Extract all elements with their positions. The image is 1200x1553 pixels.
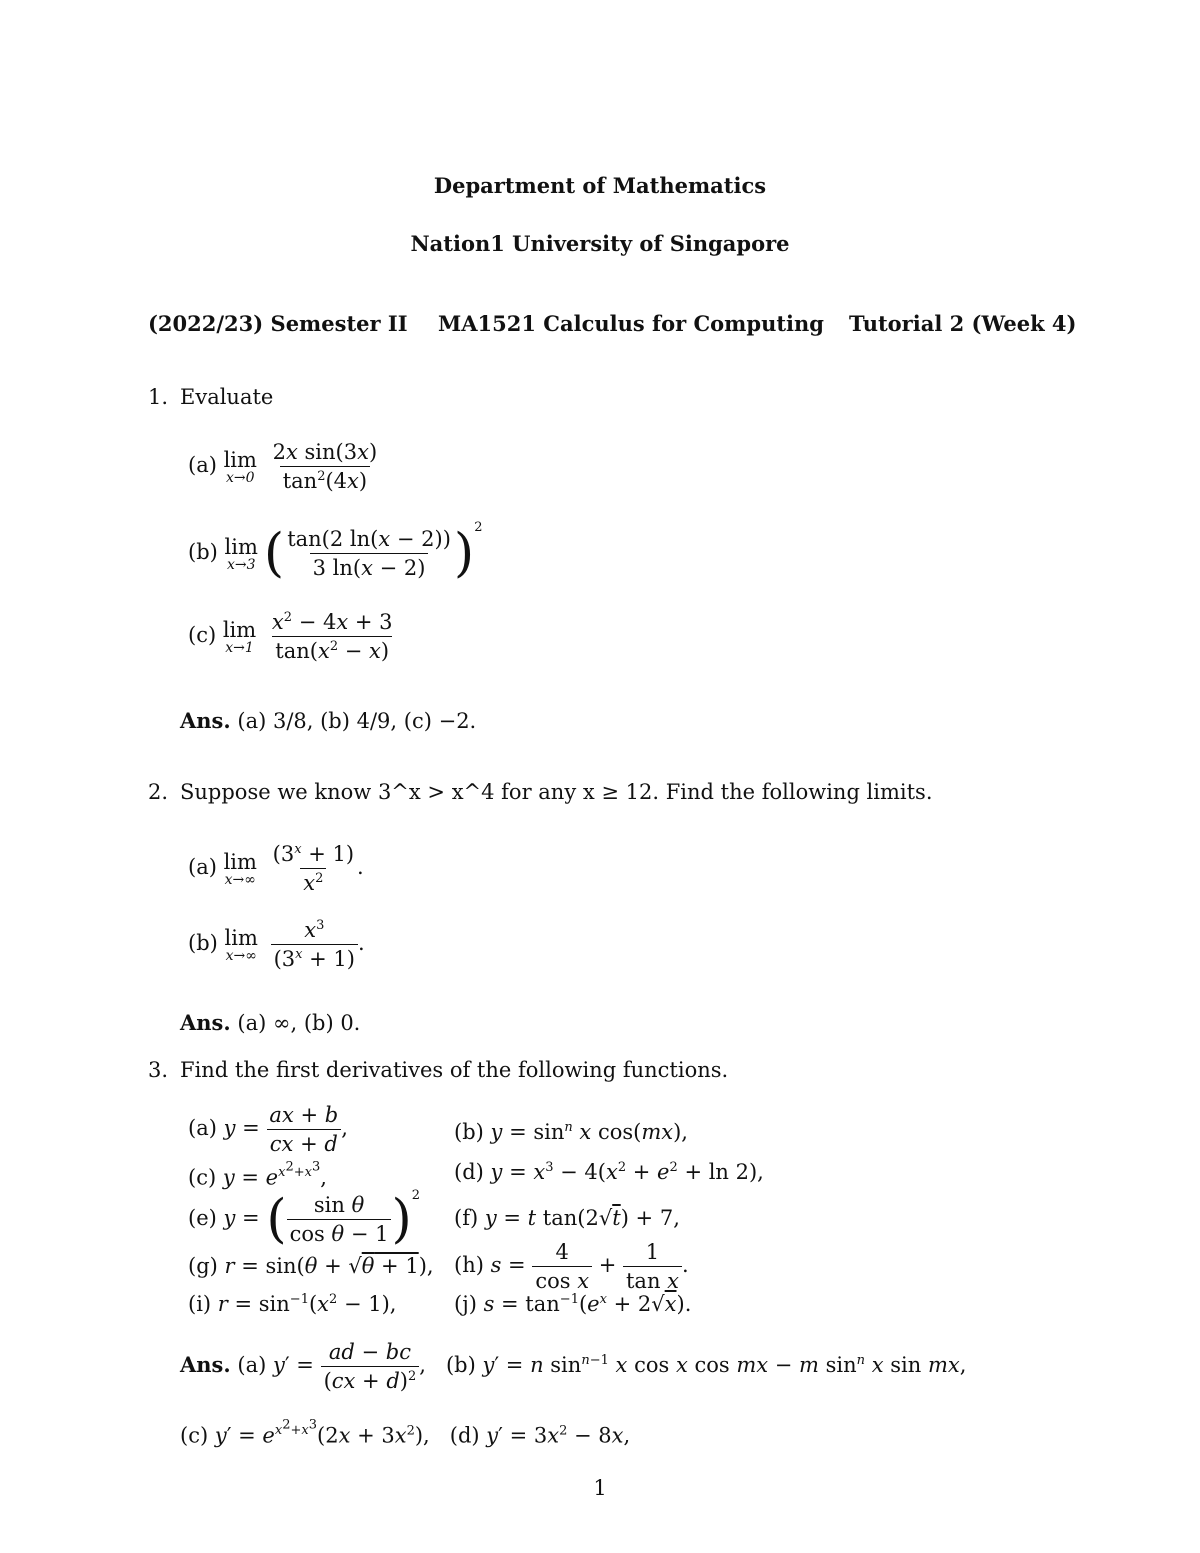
q2-prompt: Suppose we know 3^x > x^4 for any x ≥ 12. Find the following limits.	[180, 780, 933, 804]
fraction: $\frac{1}{\text{tan x}}$	[623, 1240, 682, 1293]
q3-part-e: (e) y = ( $\frac{\text{sin θ}}{\text{cos θ − 1}}$ )$^2$	[188, 1188, 421, 1250]
q2-answer-line	[180, 1010, 360, 1035]
q3-prompt: Find the first derivatives of the following functions.	[180, 1058, 729, 1082]
semester-label: (2022/23) Semester II	[148, 311, 408, 336]
limit-operator: lim x→3	[224, 534, 258, 573]
q3-part-j: (j) $s = \tan^{-1}(e^x + 2√x)$.	[454, 1292, 692, 1316]
q3-ans-label: Ans.	[180, 1352, 231, 1377]
q3-part-a: (a) y = $\frac{ax + b}{cx + d}$ ,	[188, 1103, 348, 1156]
q3-part-f: (f) y = t tan(2√t) + 7,	[454, 1206, 680, 1230]
department-title: Department of Mathematics	[433, 173, 767, 198]
q2-a-label: (a)	[188, 855, 217, 879]
q1-part-c	[188, 610, 395, 663]
q2-part-a: (a) lim x→∞ $\frac{(3^x + 1)}{x^2}$ .	[188, 842, 364, 895]
q1-answer: (a) 3/8, (b) 4/9, (c) −2.	[237, 709, 477, 733]
limit-operator: lim x→∞	[223, 849, 257, 888]
fraction: $\frac{ax + b}{cx + d}$	[266, 1103, 341, 1156]
q1-number: 1.	[148, 385, 169, 409]
q1-answer-line	[180, 708, 476, 733]
fraction: $\frac{\text{2x sin(3x)}}{\tan^2(4x)}$	[272, 440, 378, 493]
page-number: 1	[593, 1476, 607, 1500]
course-label: MA1521 Calculus for Computing	[438, 311, 824, 336]
fraction: $\frac{\text{sin θ}}{\text{cos θ − 1}}$	[287, 1193, 392, 1246]
q1-prompt: Evaluate	[180, 385, 274, 409]
q2-b-label: (b)	[188, 931, 218, 955]
fraction: $\frac{\tan(2 \ln(x - 2))}{3 \ln(x - 2)}$	[287, 527, 451, 580]
q2-number: 2.	[148, 780, 169, 804]
limit-operator: lim x→0	[223, 447, 257, 486]
q1-a-label: (a)	[188, 453, 217, 477]
tutorial-label: Tutorial 2 (Week 4)	[849, 311, 1077, 336]
university-title: Nation1 University of Singapore	[410, 231, 790, 256]
q3-part-c: (c) $y = e^{x^2+x^3}$,	[188, 1160, 327, 1190]
fraction: $\frac{x^3}{(3^x + 1)}$	[271, 918, 358, 971]
q3-part-i: (i) $r = \sin^{-1}(x^2 - 1)$,	[188, 1292, 397, 1316]
q3-part-g: (g) r = sin(θ + √θ + 1),	[188, 1254, 434, 1278]
q3-part-b: (b) $y = \sin^n x$ cos(mx),	[454, 1120, 688, 1144]
limit-operator: lim x→1	[222, 617, 257, 656]
q1-ans-label: Ans.	[180, 708, 231, 733]
q1-c-label: (c)	[188, 623, 217, 647]
q1-b-label: (b)	[188, 540, 218, 564]
fraction: $\frac{(3^x + 1)}{x^2}$	[272, 842, 355, 895]
fraction: $\frac{4}{\text{cos x}}$	[532, 1240, 592, 1293]
q3-answer-line-1: Ans. (a) y′ = $\frac{ad - bc}{(cx + d)^2}$ , (b) y′ = n $\sin^{n-1} x$ cos x cos mx − m $\sin^n x$ sin mx,	[180, 1340, 967, 1393]
limit-operator: lim x→∞	[224, 925, 258, 964]
q3-part-d: (d) $y = x^3 - 4(x^2 + e^2 + \ln 2)$,	[454, 1160, 764, 1184]
q2-part-b: (b) lim x→∞ $\frac{x^3}{(3^x + 1)}$ .	[188, 918, 365, 971]
q1-part-a	[188, 440, 380, 493]
q3-number: 3.	[148, 1058, 169, 1082]
fraction: $\frac{x^2 - 4x + 3}{\tan(x^2 - x)}$	[271, 610, 393, 663]
q1-part-b: (b) lim x→3 ( $\frac{\tan(2 \ln(x - 2))}{3 \ln(x - 2)}$ )$^2$	[188, 520, 483, 584]
fraction: $\frac{ad - bc}{(cx + d)^2}$	[321, 1340, 420, 1393]
q3-part-h: (h) s = $\frac{4}{\text{cos x}}$ + $\frac{1}{\text{tan x}}$ .	[454, 1240, 689, 1293]
q2-ans-label: Ans.	[180, 1010, 231, 1035]
q3-answer-line-2: (c) $y' = e^{x^2+x^3}(2x + 3x^2)$, (d) $y' = 3x^2 - 8x$,	[180, 1418, 631, 1448]
q2-answer: (a) ∞, (b) 0.	[237, 1011, 361, 1035]
